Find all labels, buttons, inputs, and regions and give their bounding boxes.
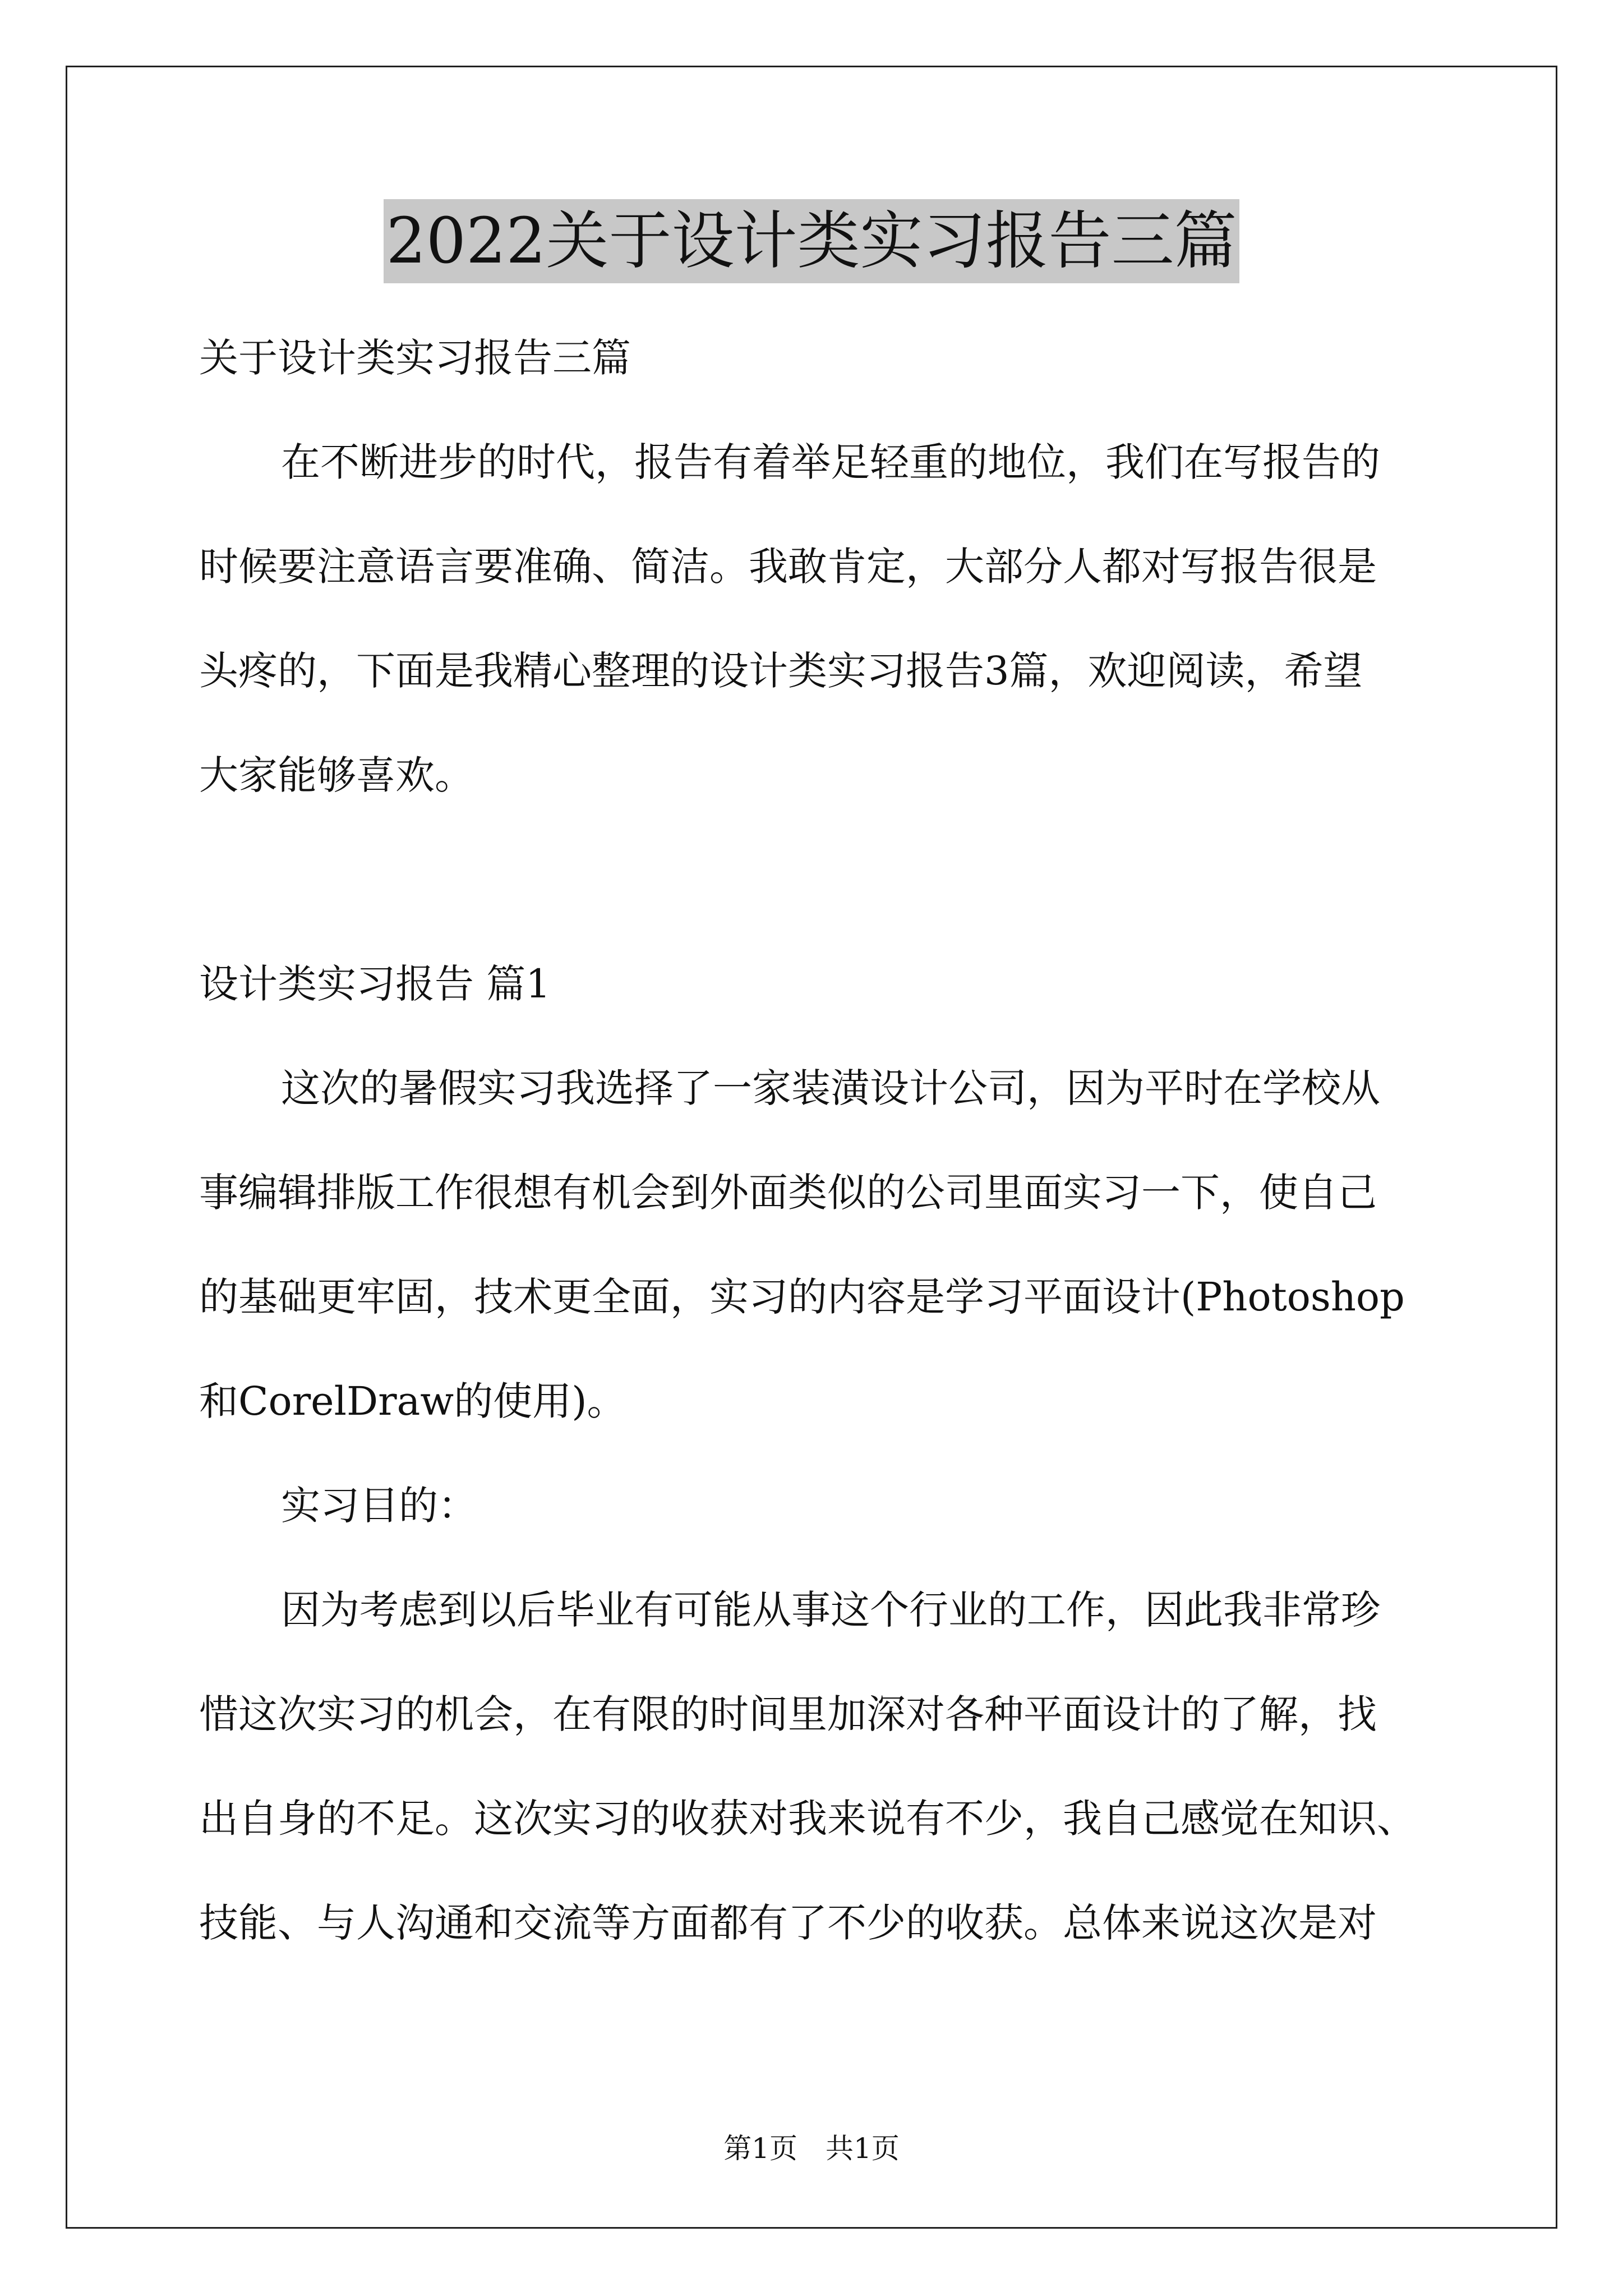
section-paragraph-line: 惜这次实习的机会，在有限的时间里加深对各种平面设计的了解，找	[199, 1691, 1377, 1737]
document-title: 2022关于设计类实习报告三篇	[384, 199, 1239, 283]
paragraph-spacer	[199, 827, 1433, 932]
section-heading: 设计类实习报告 篇1	[199, 961, 551, 1007]
section-paragraph-line: 因为考虑到以后毕业有可能从事这个行业的工作，因此我非常珍	[281, 1587, 1380, 1633]
section-paragraph-line: 事编辑排版工作很想有机会到外面类似的公司里面实习一下，使自己	[199, 1170, 1377, 1216]
intro-line: 时候要注意语言要准确、简洁。我敢肯定，大部分人都对写报告很是	[199, 544, 1377, 590]
page-footer	[0, 2129, 1623, 2168]
title-area	[0, 199, 1623, 283]
page-total: 共1页	[826, 2132, 900, 2165]
intro-line: 在不断进步的时代，报告有着举足轻重的地位，我们在写报告的	[281, 439, 1380, 485]
purpose-label: 实习目的：	[281, 1483, 477, 1529]
section-paragraph-line: 的基础更牢固，技术更全面，实习的内容是学习平面设计(Photoshop	[199, 1274, 1405, 1320]
section-paragraph-line: 技能、与人沟通和交流等方面都有了不少的收获。总体来说这次是对	[199, 1900, 1377, 1946]
page-number: 第1页	[723, 2132, 797, 2165]
section-paragraph-line: 出自身的不足。这次实习的收获对我来说有不少，我自己感觉在知识、	[199, 1796, 1416, 1842]
document-subtitle: 关于设计类实习报告三篇	[199, 335, 631, 381]
section-paragraph-line: 这次的暑假实习我选择了一家装潢设计公司，因为平时在学校从	[281, 1065, 1380, 1111]
intro-line: 头疼的，下面是我精心整理的设计类实习报告3篇，欢迎阅读，希望	[199, 648, 1363, 694]
intro-line: 大家能够喜欢。	[199, 752, 474, 798]
document-body	[199, 306, 1433, 1975]
section-paragraph-line: 和CorelDraw的使用)。	[199, 1378, 626, 1424]
